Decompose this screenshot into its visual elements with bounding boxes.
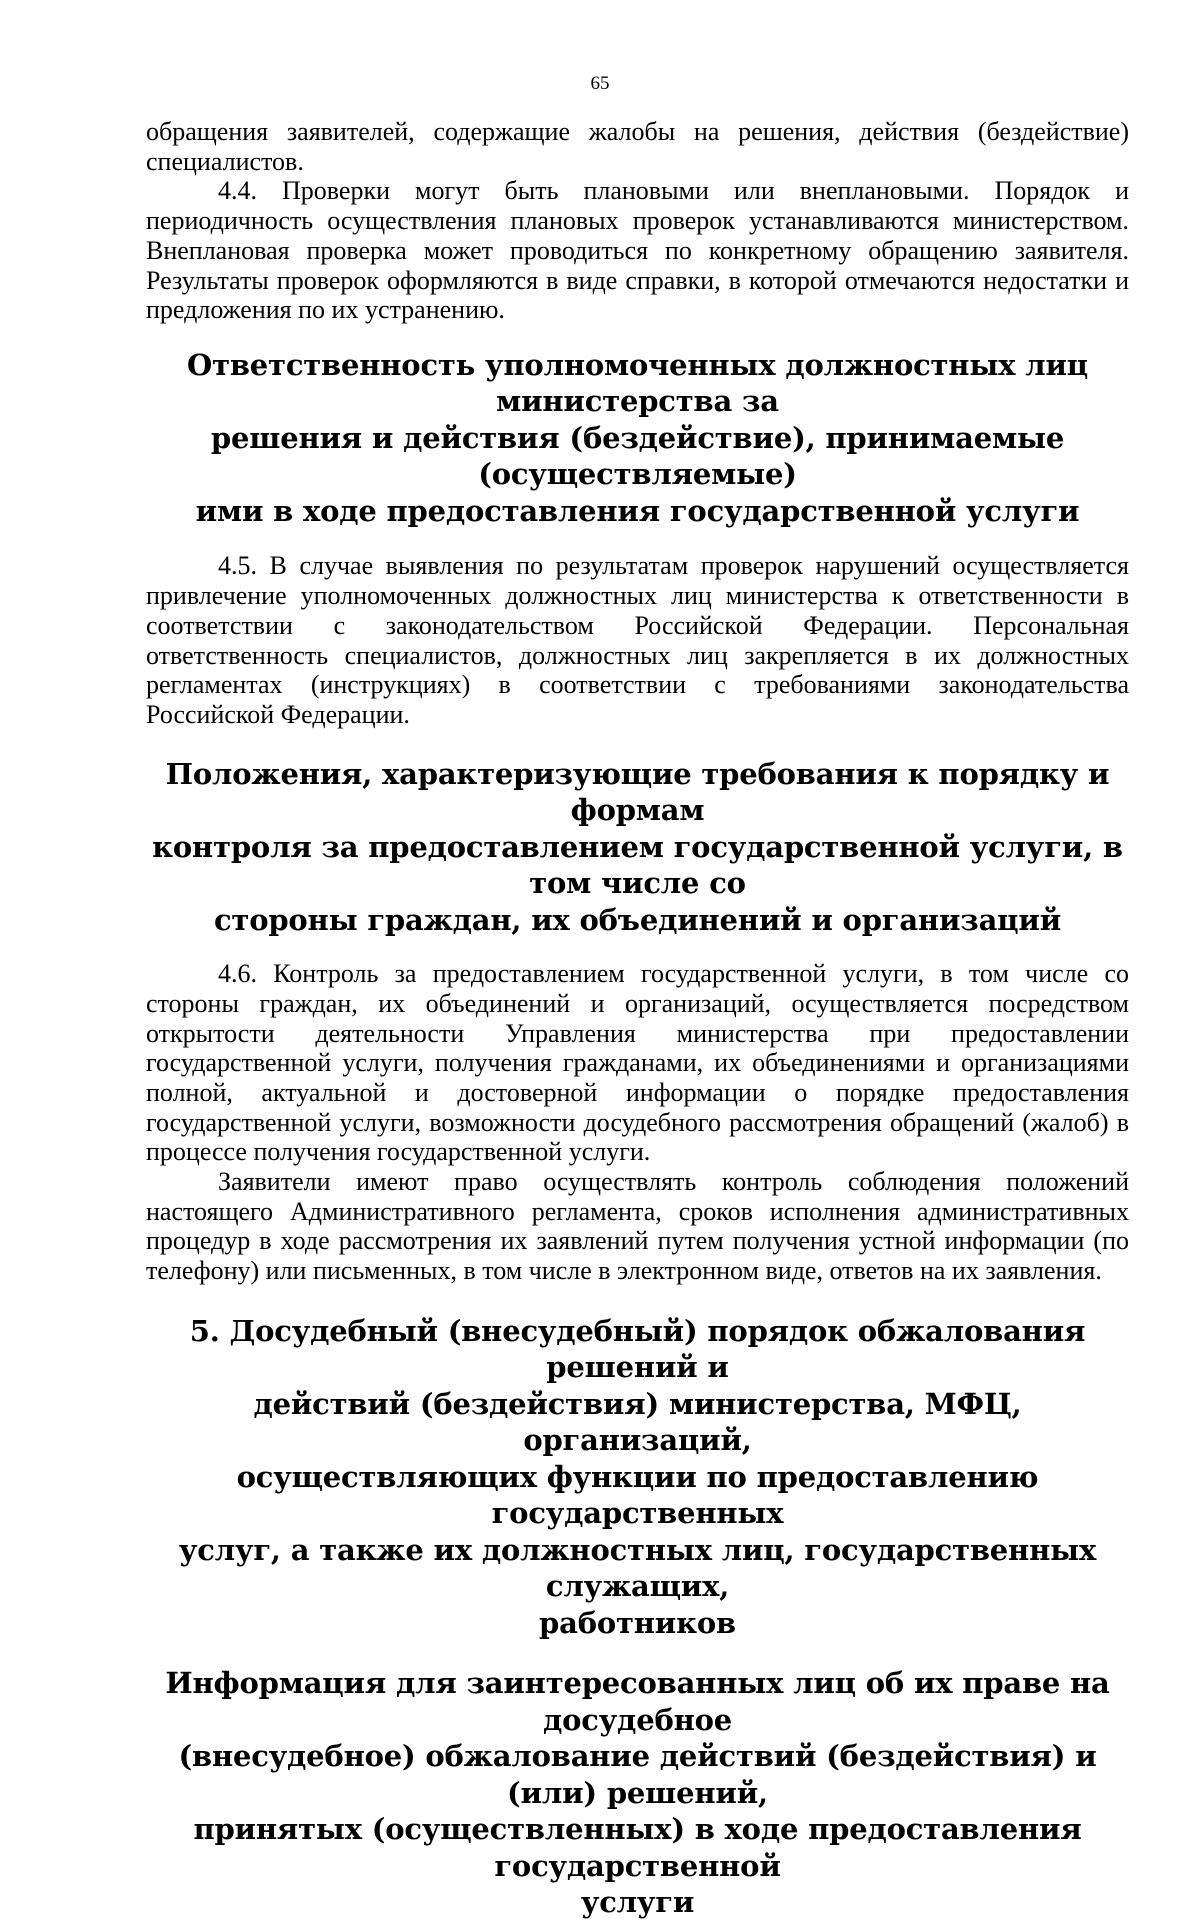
paragraph-applicants: Заявители имеют право осуществлять контроль соблюдения положений настоящего Административного регламента, сроков исполнения административных процедур в ходе рассмотрения их заявлений путем получения устной информации (по телефону) или письменных, в том числе в электронном виде, ответов на их заявления.	[146, 1167, 1129, 1286]
heading-line: осуществляющих функции по предоставлению государственных	[236, 1459, 1039, 1531]
heading-responsibility	[146, 347, 1129, 530]
page-content	[146, 117, 1129, 1921]
heading-line: услуг, а также их должностных лиц, государственных служащих,	[178, 1532, 1097, 1604]
heading-line: решения и действия (бездействие), принимаемые (осуществляемые)	[210, 420, 1065, 492]
heading-line: услуги	[580, 1885, 695, 1920]
heading-control-provisions	[146, 756, 1129, 939]
paragraph-4-5: 4.5. В случае выявления по результатам проверок нарушений осуществляется привлечение уполномоченных должностных лиц министерства к ответственности в соответствии с законодательством Российской Федерации. Персональная ответственность специалистов, должностных лиц закрепляется в их должностных регламентах (инструкциях) в соответствии с требованиями законодательства Российской Федерации.	[146, 551, 1129, 729]
paragraph-intro: обращения заявителей, содержащие жалобы на решения, действия (бездействие) специалистов.	[146, 117, 1129, 176]
heading-line: работников	[539, 1605, 736, 1640]
heading-line: (внесудебное) обжалование действий (бездействия) и (или) решений,	[178, 1739, 1097, 1810]
heading-line: ими в ходе предоставления государственной услуги	[195, 493, 1080, 528]
heading-section-5	[146, 1313, 1129, 1642]
heading-line: 5. Досудебный (внесудебный) порядок обжалования решений и	[189, 1313, 1086, 1385]
heading-information	[146, 1665, 1129, 1921]
page-number: 65	[590, 73, 610, 94]
heading-line: Ответственность уполномоченных должностных лиц министерства за	[187, 347, 1088, 419]
heading-line: действий (бездействия) министерства, МФЦ, организаций,	[253, 1386, 1022, 1458]
heading-line: Положения, характеризующие требования к порядку и формам	[165, 756, 1110, 828]
paragraph-4-6: 4.6. Контроль за предоставлением государственной услуги, в том числе со стороны граждан, их объединений и организаций, осуществляется посредством открытости деятельности Управления министерства при предоставлении государственной услуги, получения гражданами, их объединениями и организациями полной, актуальной и достоверной информации о порядке предоставления государственной услуги, возможности досудебного рассмотрения обращений (жалоб) в процессе получения государственной услуги.	[146, 959, 1129, 1167]
heading-line: стороны граждан, их объединений и организаций	[213, 902, 1062, 937]
heading-line: контроля за предоставлением государственной услуги, в том числе со	[152, 829, 1123, 901]
heading-line: Информация для заинтересованных лиц об их праве на досудебное	[165, 1666, 1110, 1737]
paragraph-4-4: 4.4. Проверки могут быть плановыми или внеплановыми. Порядок и периодичность осуществления плановых проверок устанавливаются министерством. Внеплановая проверка может проводиться по конкретному обращению заявителя. Результаты проверок оформляются в виде справки, в которой отмечаются недостатки и предложения по их устранению.	[146, 176, 1129, 325]
heading-line: принятых (осуществленных) в ходе предоставления государственной	[193, 1812, 1082, 1883]
